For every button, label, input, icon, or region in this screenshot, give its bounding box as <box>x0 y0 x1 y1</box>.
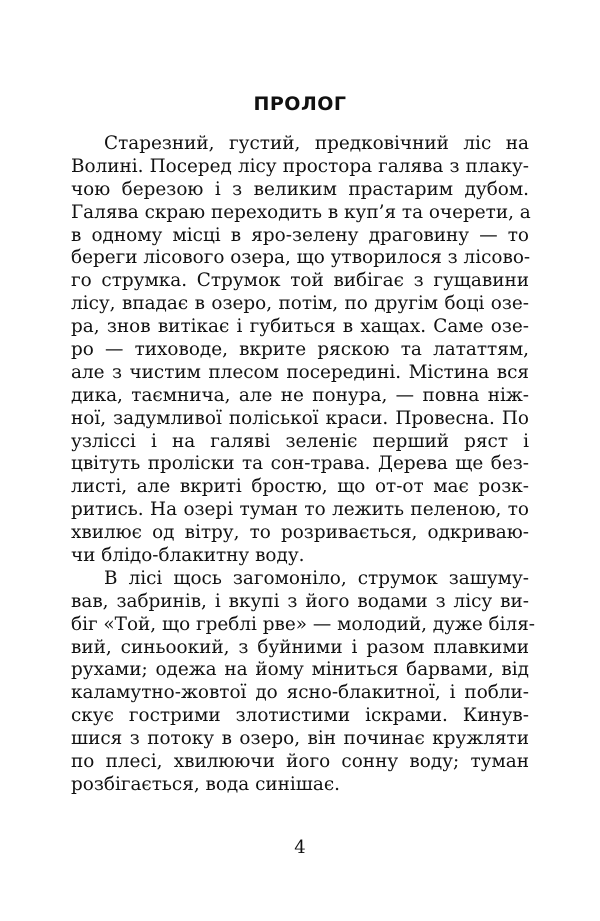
text-line: береги лісового озера, що утворилося з лісово- <box>71 247 531 269</box>
chapter-heading: ПРОЛОГ <box>253 93 347 115</box>
text-line: цвітуть проліски та сон-трава. Дерева ще без- <box>71 453 529 475</box>
text-line: каламутно-жовтої до ясно-блакитної, і побли- <box>71 682 529 704</box>
text-line: ра, знов витікає і губиться в хащах. Саме озе- <box>71 316 529 338</box>
text-line: Старезний, густий, предковічний ліс на <box>104 133 529 154</box>
text-line: ної, задумливої поліської краси. Провесна. По <box>71 407 529 429</box>
page-number: 4 <box>294 837 306 858</box>
body-text <box>71 133 536 797</box>
text-line: В лісі щось загомоніло, струмок зашуму- <box>104 567 529 589</box>
text-line: Галява скраю переходить в куп’я та очерети, а <box>71 201 531 223</box>
text-line: в одному місці в яро-зелену драговину — то <box>71 224 529 246</box>
text-line: ритись. На озері туман то лежить пеленою, то <box>71 499 529 521</box>
text-line: Волині. Посеред лісу простора галява з плаку- <box>71 155 529 177</box>
text-line: го струмка. Струмок той вибігає з гущавини <box>71 270 529 292</box>
text-line: рухами; одежа на йому міниться барвами, від <box>71 659 529 681</box>
text-line: біг «Той, що греблі рве» — молодий, дуже біля- <box>71 613 536 635</box>
text-line: чою березою і з великим прастарим дубом. <box>71 178 529 200</box>
text-line: дика, таємнича, але не понура, — повна ніж- <box>71 384 529 406</box>
text-line: по плесі, хвилюючи його сонну воду; туман <box>71 751 529 773</box>
text-line: листі, але вкриті бростю, що от-от має розк- <box>71 476 529 498</box>
text-line: чи блідо-блакитну воду. <box>71 545 305 567</box>
text-line: розбігається, вода синішає. <box>71 773 340 795</box>
text-line: шися з потоку в озеро, він починає кружляти <box>71 728 529 750</box>
text-line: лісу, впадає в озеро, потім, по другім боці озе- <box>71 293 529 315</box>
text-line: але з чистим плесом посередині. Містина вся <box>71 361 529 383</box>
text-line: узліссі і на галяві зеленіє перший ряст і <box>71 430 529 452</box>
text-line: вав, забринів, і вкупі з його водами з лісу ви- <box>71 590 529 612</box>
text-line: ро — тиховоде, вкрите ряскою та лататтям, <box>71 339 529 361</box>
text-line: вий, синьоокий, з буйними і разом плавкими <box>71 636 529 658</box>
text-line: скує гострими злотистими іскрами. Кинув- <box>71 705 529 727</box>
text-line: хвилює од вітру, то розривається, одкриваю- <box>71 522 529 544</box>
